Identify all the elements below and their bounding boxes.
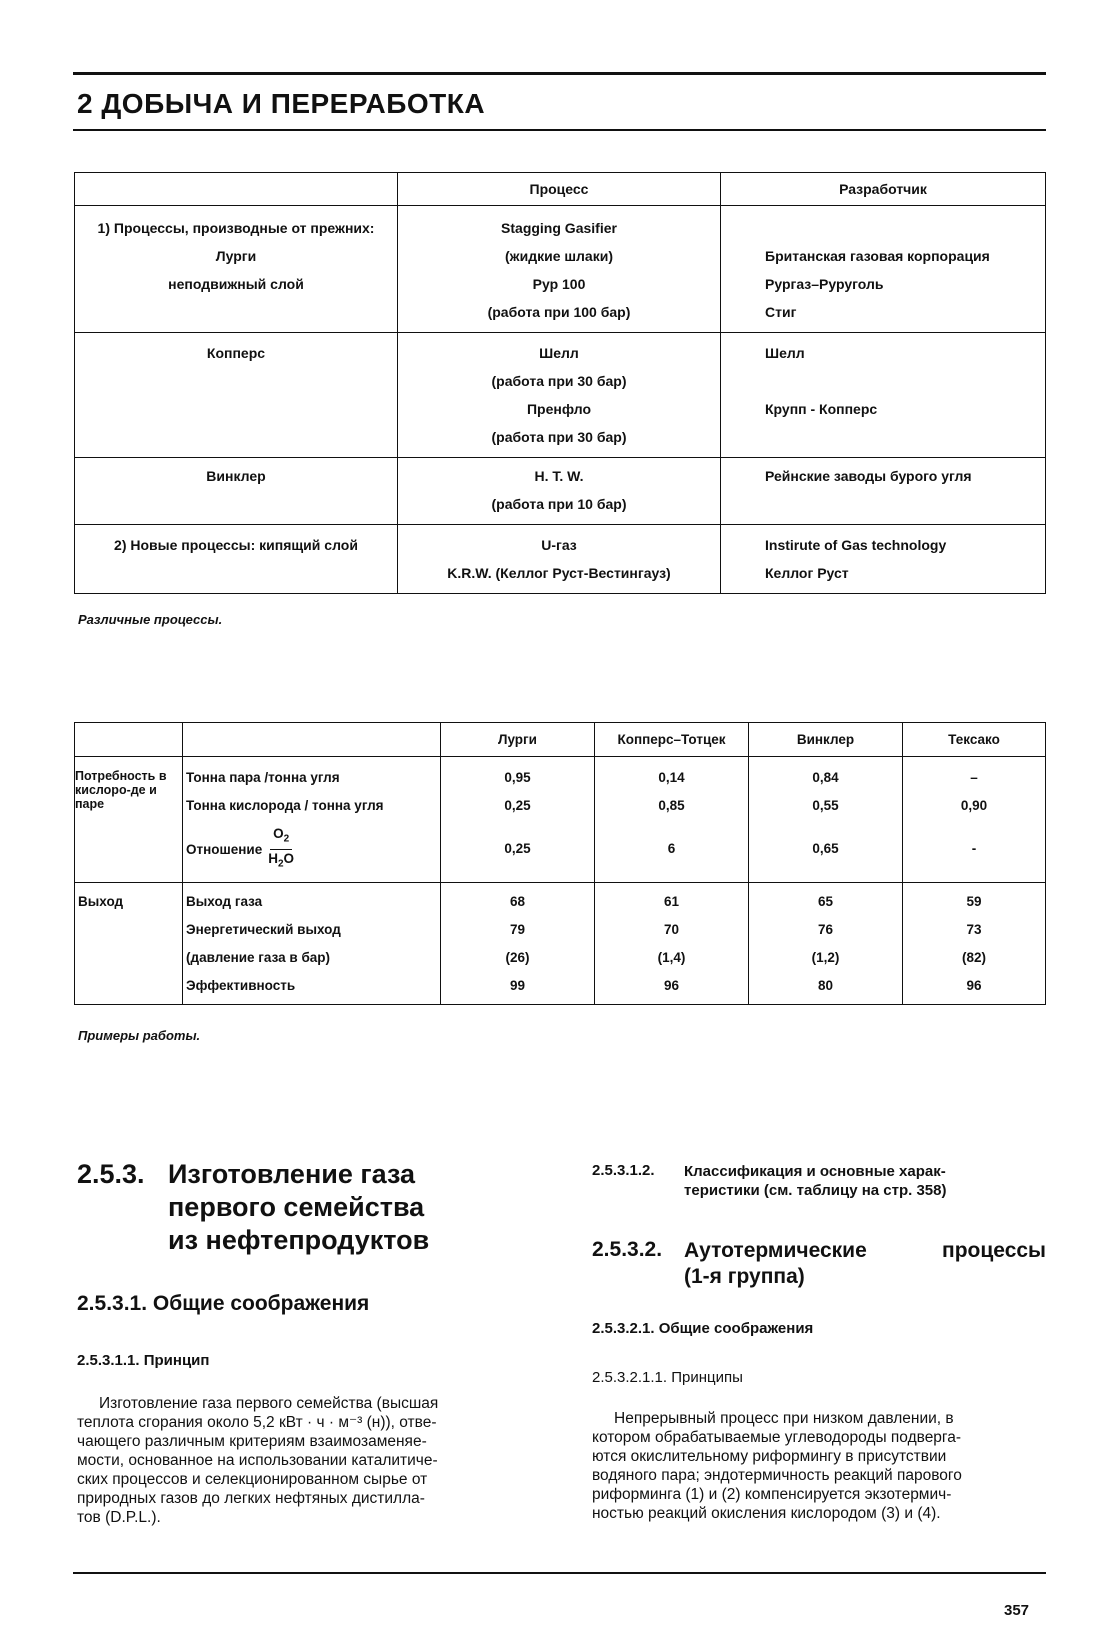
fraction-numerator [270, 825, 292, 850]
cell-line: Рейнские заводы бурого угля [765, 468, 972, 484]
table-row [75, 757, 1046, 883]
cell-line: Шелл [539, 345, 579, 361]
cell-line: H. T. W. [534, 468, 584, 484]
value: 0,95 [504, 770, 531, 785]
cell-line: 2) Новые процессы: кипящий слой [114, 537, 358, 553]
value-cell [749, 883, 903, 1005]
running-head: 2 ДОБЫЧА И ПЕРЕРАБОТКА [77, 88, 486, 119]
body-paragraph [592, 1409, 1046, 1523]
value: – [970, 770, 978, 785]
value: 68 [509, 894, 526, 909]
category-cell [75, 333, 398, 458]
table-row [75, 333, 1046, 458]
value: 0,65 [812, 841, 839, 856]
paragraph-heading: 2.5.3.2.1.1. Принципы [592, 1369, 743, 1386]
value: 0,90 [960, 798, 988, 813]
processes-table [74, 172, 1046, 594]
page-number: 357 [1004, 1602, 1030, 1619]
table-row [75, 458, 1046, 525]
header-cell [183, 723, 441, 757]
developer-cell [721, 458, 1046, 525]
cell-line: Instirute of Gas technology [765, 537, 947, 553]
heading-line: теристики (см. таблицу на стр. 358) [684, 1182, 947, 1199]
cell-line: Рургаз–Руруголь [765, 276, 884, 292]
process-cell [398, 206, 721, 333]
table-caption: Различные процессы. [78, 612, 223, 627]
parameter-cell [183, 883, 441, 1005]
table-row [75, 883, 1046, 1005]
cell-line: Винклер [206, 468, 266, 484]
header-cell: Процесс [398, 173, 721, 206]
fraction-denominator [268, 850, 294, 874]
body-paragraph [77, 1394, 538, 1527]
value: 80 [817, 978, 834, 993]
value: 76 [817, 922, 834, 937]
cell-line: Шелл [765, 345, 805, 361]
value-cell [903, 757, 1046, 883]
cell-line [765, 214, 1045, 242]
value-cell [441, 883, 595, 1005]
value-cell [595, 757, 749, 883]
cell-line: (работа при 100 бар) [487, 304, 631, 320]
para-line: тов (D.P.L.). [77, 1509, 161, 1526]
head-rule [73, 129, 1046, 131]
section-number: 2.5.3.1.2. [592, 1162, 655, 1179]
para-line: природных газов до легких нефтяных дистилла- [77, 1490, 425, 1507]
value: 99 [509, 978, 526, 993]
cell-line: U-газ [541, 537, 577, 553]
title-line: Изготовление газа [168, 1159, 416, 1189]
cell-line: Лурги [215, 248, 257, 264]
category-cell [75, 525, 398, 594]
section-number: 2.5.3.2. [592, 1238, 663, 1261]
value: (26) [505, 950, 530, 965]
cell-line: 1) Процессы, производные от прежних: [97, 220, 375, 236]
para-line: котором обрабатываемые углеводороды подверга- [592, 1429, 962, 1446]
header-cell [75, 723, 183, 757]
value-cell [595, 883, 749, 1005]
value: 0,14 [658, 770, 685, 785]
para-line: ских процессов и селекционированном сырье от [77, 1471, 428, 1488]
heading-word: Аутотермические [684, 1239, 867, 1262]
footer-rule [73, 1572, 1046, 1574]
parameter-label: Тонна кислорода / тонна угля [186, 798, 384, 813]
value: 0,25 [504, 798, 531, 813]
para-line: риформинга (1) и (2) компенсируется экзотермич- [592, 1486, 952, 1503]
subsubsection-heading: 2.5.3.1.1. Принцип [77, 1352, 210, 1369]
value: (1,4) [657, 950, 686, 965]
section-number: 2.5.3. [77, 1159, 145, 1189]
value-cell [441, 757, 595, 883]
developer-cell [721, 333, 1046, 458]
ratio-word: Отношение [186, 841, 263, 857]
title-line: из нефтепродуктов [168, 1225, 430, 1255]
subsubsection-heading: 2.5.3.2.1. Общие соображения [592, 1320, 814, 1337]
developer-cell [721, 206, 1046, 333]
subsection-heading [684, 1238, 1046, 1290]
value-cell [749, 757, 903, 883]
value: 59 [966, 894, 982, 909]
para-line: водяного пара; эндотермичность реакций парового [592, 1467, 962, 1484]
parameter-cell [183, 757, 441, 883]
heading-word: процессы [942, 1239, 1046, 1262]
title-line: первого семейства [168, 1192, 425, 1222]
developer-cell [721, 525, 1046, 594]
parameter-label: Выход газа [186, 894, 263, 909]
value: 0,55 [812, 798, 839, 813]
value: 61 [663, 894, 680, 909]
para-line: ностью реакций окисления кислородом (3) и (4). [592, 1505, 941, 1522]
cell-line: Келлог Руст [765, 565, 849, 581]
oxygen-subscript: 2 [283, 833, 290, 845]
process-cell [398, 333, 721, 458]
value: 70 [663, 922, 680, 937]
cell-line: Британская газовая корпорация [765, 248, 990, 264]
cell-line: Крупп - Копперс [765, 401, 878, 417]
table-row [75, 525, 1046, 594]
header-cell [75, 173, 398, 206]
process-cell [398, 525, 721, 594]
header-cell: Лурги [441, 723, 595, 757]
value: 6 [667, 841, 676, 856]
value: 96 [966, 978, 982, 993]
para-line: ются окислительному риформингу в присутствии [592, 1448, 947, 1465]
heading-line [684, 1238, 1046, 1264]
parameter-label: Эффективность [186, 978, 296, 993]
cell-line: (работа при 30 бар) [491, 429, 627, 445]
para-line: чающего различным критериям взаимозаменяе- [77, 1433, 427, 1450]
para-line: Изготовление газа первого семейства (высшая [99, 1395, 439, 1412]
parameter-label: Тонна пара /тонна угля [186, 770, 340, 785]
group-label: Выход [75, 883, 183, 1005]
cell-line: K.R.W. (Келлог Руст-Вестингауз) [447, 565, 671, 581]
ratio-fraction [268, 825, 294, 873]
water-tail: O [283, 850, 295, 866]
value: (1,2) [811, 950, 840, 965]
hydrogen-symbol: H [268, 850, 278, 866]
header-cell: Тексако [903, 723, 1046, 757]
cell-line: Пренфло [526, 401, 592, 417]
top-rule [73, 72, 1046, 75]
category-cell [75, 206, 398, 333]
ratio-label [186, 820, 440, 878]
cell-line: Stagging Gasifier [501, 220, 617, 236]
oxygen-symbol: O [273, 825, 284, 841]
cell-line: (работа при 30 бар) [491, 373, 627, 389]
section-title [168, 1158, 429, 1257]
value: 96 [663, 978, 680, 993]
operation-examples-table [74, 722, 1046, 1005]
header-cell: Винклер [749, 723, 903, 757]
para-line: мости, основанное на использовании каталитиче- [77, 1452, 438, 1469]
value: - [971, 841, 977, 856]
value: 65 [817, 894, 834, 909]
table-header-row [75, 723, 1046, 757]
header-cell: Копперс–Тотцек [595, 723, 749, 757]
value: 0,85 [658, 798, 685, 813]
heading-line: Классификация и основные харак- [684, 1163, 946, 1180]
cell-line: (работа при 10 бар) [491, 496, 627, 512]
parameter-label: (давление газа в бар) [186, 950, 331, 965]
value: (82) [961, 950, 986, 965]
cell-line [765, 367, 1045, 395]
para-line: Непрерывный процесс при низком давлении, в [614, 1410, 954, 1427]
category-cell [75, 458, 398, 525]
parameter-label: Энергетический выход [186, 922, 341, 937]
subsection-heading: 2.5.3.1. Общие соображения [77, 1292, 370, 1315]
value: 0,25 [504, 841, 531, 856]
value: 0,84 [812, 770, 839, 785]
value: 79 [509, 922, 526, 937]
para-line: теплота сгорания около 5,2 кВт · ч · м⁻³ (н)), отве- [77, 1414, 437, 1431]
heading-line: (1-я группа) [684, 1265, 805, 1288]
subsubsection-heading [684, 1162, 947, 1200]
header-cell: Разработчик [721, 173, 1046, 206]
table-header-row [75, 173, 1046, 206]
table-row [75, 206, 1046, 333]
cell-line: Рур 100 [532, 276, 586, 292]
value: 73 [966, 922, 982, 937]
value-cell [903, 883, 1046, 1005]
cell-line: Стиг [765, 304, 797, 320]
cell-line: (жидкие шлаки) [505, 248, 613, 264]
cell-line: неподвижный слой [168, 276, 304, 292]
group-label: Потребность в кислоро-де и паре [75, 757, 183, 883]
table-caption: Примеры работы. [78, 1028, 201, 1043]
cell-line: Копперс [206, 345, 266, 361]
hydrogen-subscript: 2 [277, 858, 284, 870]
process-cell [398, 458, 721, 525]
